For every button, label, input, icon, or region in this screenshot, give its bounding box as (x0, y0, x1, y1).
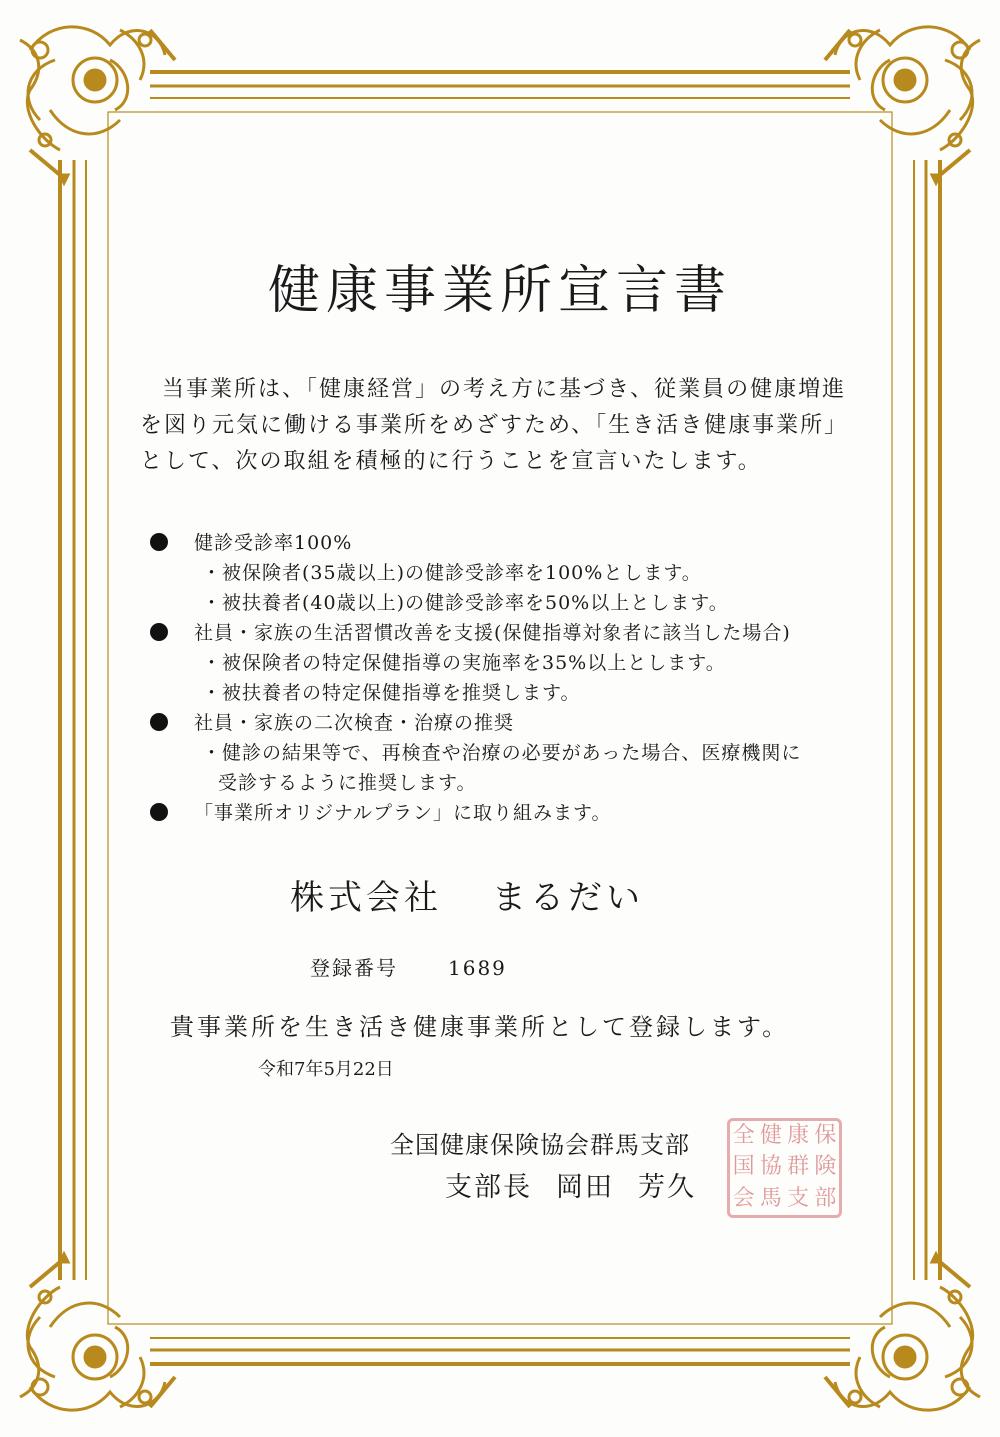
commitment-heading: 社員・家族の二次検査・治療の推奨 (194, 712, 515, 734)
director-title: 支部長 (445, 1172, 532, 1203)
company-proper-name: まるだい (492, 878, 644, 918)
commitment-heading: 社員・家族の生活習慣改善を支援(保健指導対象者に該当した場合) (194, 622, 791, 644)
bullet-icon (150, 533, 168, 551)
declaration-intro (140, 372, 880, 480)
registration-label: 登録番号 (310, 956, 398, 980)
issue-date: 令和7年5月22日 (258, 1059, 394, 1080)
corner-ornament (20, 27, 175, 183)
bullet-icon (150, 713, 168, 731)
commitment-item (150, 708, 890, 798)
commitment-detail (150, 738, 890, 798)
commitment-item (150, 798, 890, 828)
document-title: 健康事業所宣言書 (267, 261, 732, 321)
commitment-item (150, 528, 890, 618)
registration-number: 1689 (448, 956, 507, 980)
director-given-name: 芳久 (638, 1172, 696, 1203)
bullet-icon (150, 803, 168, 821)
director-surname: 岡田 (556, 1172, 614, 1203)
commitment-heading: 健診受診率100% (194, 532, 353, 554)
commitment-detail: ・被扶養者の特定保健指導を推奨します。 (202, 682, 581, 704)
intro-line: を図り元気に働ける事業所をめざすため、「生き活き健康事業所」 (140, 413, 849, 438)
commitment-detail: ・被保険者の特定保健指導の実施率を35%以上とします。 (202, 652, 726, 674)
commitment-detail-line: 受診するように推奨します。 (218, 772, 477, 794)
official-seal-stamp: 全 健 康 保 国 協 群 険 会 馬 支 部 (727, 1118, 842, 1218)
bullet-icon (150, 623, 168, 641)
company-name (290, 870, 644, 919)
director-signature (445, 1165, 696, 1204)
registration-number-row (310, 952, 507, 981)
intro-line: として、次の取組を積極的に行うことを宣言いたします。 (140, 449, 762, 474)
intro-line: 当事業所は、「健康経営」の考え方に基づき、従業員の健康増進 (162, 377, 847, 402)
registration-statement: 貴事業所を生き活き健康事業所として登録します。 (170, 1013, 790, 1041)
commitment-item (150, 618, 890, 708)
commitment-list (150, 528, 890, 828)
commitment-detail: ・被扶養者(40歳以上)の健診受診率を50%以上とします。 (202, 592, 729, 614)
issuer-organization: 全国健康保険協会群馬支部 (390, 1131, 690, 1159)
company-type: 株式会社 (290, 878, 442, 918)
commitment-detail: ・被保険者(35歳以上)の健診受診率を100%とします。 (202, 562, 702, 584)
commitment-detail-line: ・健診の結果等で、再検査や治療の必要があった場合、医療機関に (202, 742, 802, 764)
commitment-heading: 「事業所オリジナルプラン」に取り組みます。 (194, 802, 612, 824)
